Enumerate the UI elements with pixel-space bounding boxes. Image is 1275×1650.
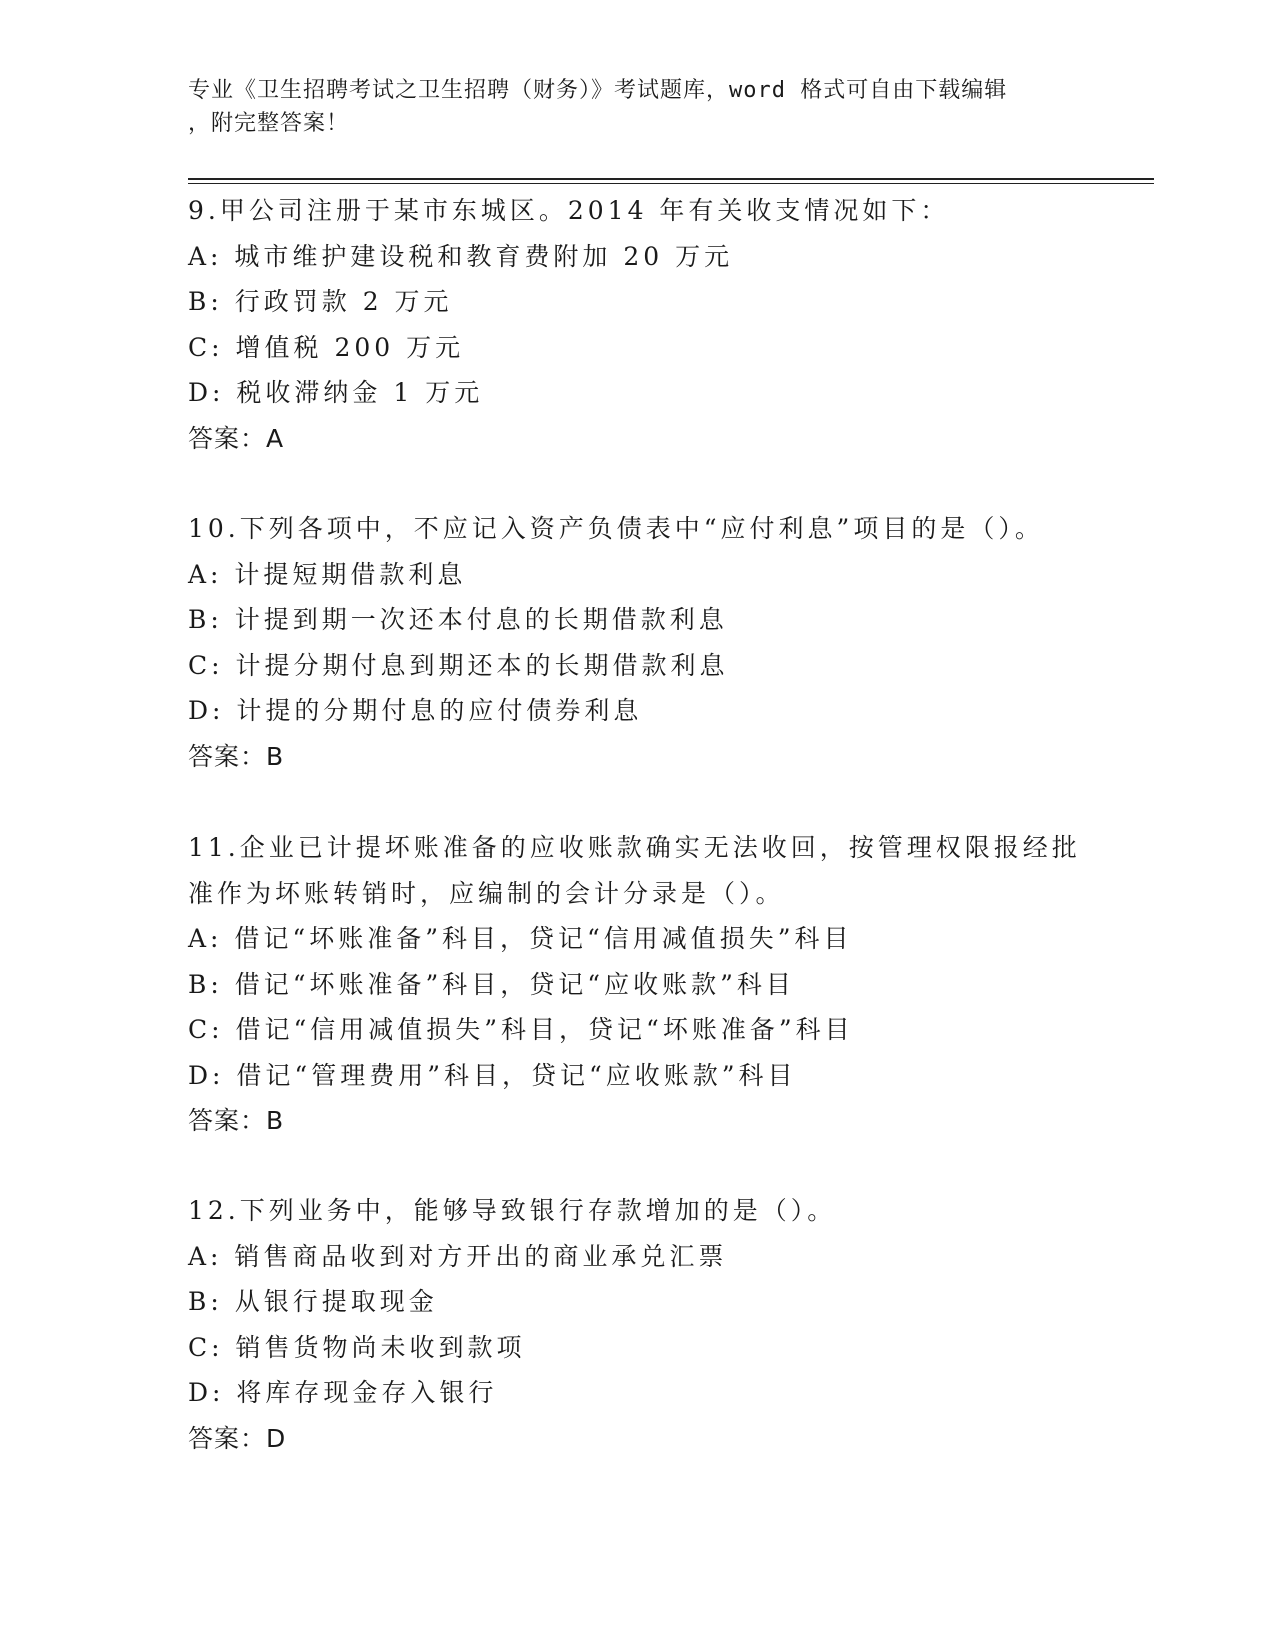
question-block-11 [188, 825, 1088, 1144]
option-d: D: 借记“管理费用”科目，贷记“应收账款”科目 [188, 1060, 797, 1090]
answer-line: 答案：B [188, 1106, 285, 1135]
question-stem-line-1: 11.企业已计提坏账准备的应收账款确实无法收回，按管理权限报经批 [188, 833, 1081, 862]
option-a: A: 销售商品收到对方开出的商业承兑汇票 [188, 1241, 728, 1271]
option-c: C: 销售货物尚未收到款项 [188, 1332, 526, 1362]
question-stem: 9.甲公司注册于某市东城区。2014 年有关收支情况如下： [188, 196, 950, 225]
option-d: D: 税收滞纳金 1 万元 [188, 378, 484, 407]
question-stem: 12.下列业务中，能够导致银行存款增加的是（）。 [188, 1196, 837, 1225]
question-stem-line-2: 准作为坏账转销时，应编制的会计分录是（）。 [188, 878, 785, 908]
question-block-9 [188, 188, 1088, 461]
question-stem: 10.下列各项中，不应记入资产负债表中“应付利息”项目的是（）。 [188, 514, 1044, 543]
header-line-1: 专业《卫生招聘考试之卫生招聘（财务）》考试题库，word 格式可自由下载编辑 [188, 78, 1008, 103]
header-divider-thick [188, 178, 1154, 180]
option-d: D: 将库存现金存入银行 [188, 1378, 498, 1407]
header-line-2: ，附完整答案！ [188, 111, 350, 136]
option-c: C: 增值税 200 万元 [188, 332, 465, 362]
option-d: D: 计提的分期付息的应付债券利息 [188, 696, 643, 725]
option-b: B: 行政罚款 2 万元 [188, 287, 453, 316]
option-b: B: 计提到期一次还本付息的长期借款利息 [188, 605, 728, 634]
answer-line: 答案：A [188, 423, 285, 453]
document-header [188, 74, 1088, 140]
answer-line: 答案：B [188, 741, 285, 771]
option-c: C: 借记“信用减值损失”科目，贷记“坏账准备”科目 [188, 1015, 854, 1044]
option-c: C: 计提分期付息到期还本的长期借款利息 [188, 650, 729, 680]
option-b: B: 从银行提取现金 [188, 1287, 438, 1316]
question-block-12 [188, 1188, 1088, 1461]
option-a: A: 计提短期借款利息 [188, 559, 467, 589]
option-a: A: 借记“坏账准备”科目，贷记“信用减值损失”科目 [188, 924, 853, 953]
answer-line: 答案：D [188, 1423, 287, 1453]
header-divider-thin [188, 183, 1154, 184]
option-a: A: 城市维护建设税和教育费附加 20 万元 [188, 241, 734, 271]
question-block-10 [188, 506, 1088, 779]
option-b: B: 借记“坏账准备”科目，贷记“应收账款”科目 [188, 969, 795, 999]
